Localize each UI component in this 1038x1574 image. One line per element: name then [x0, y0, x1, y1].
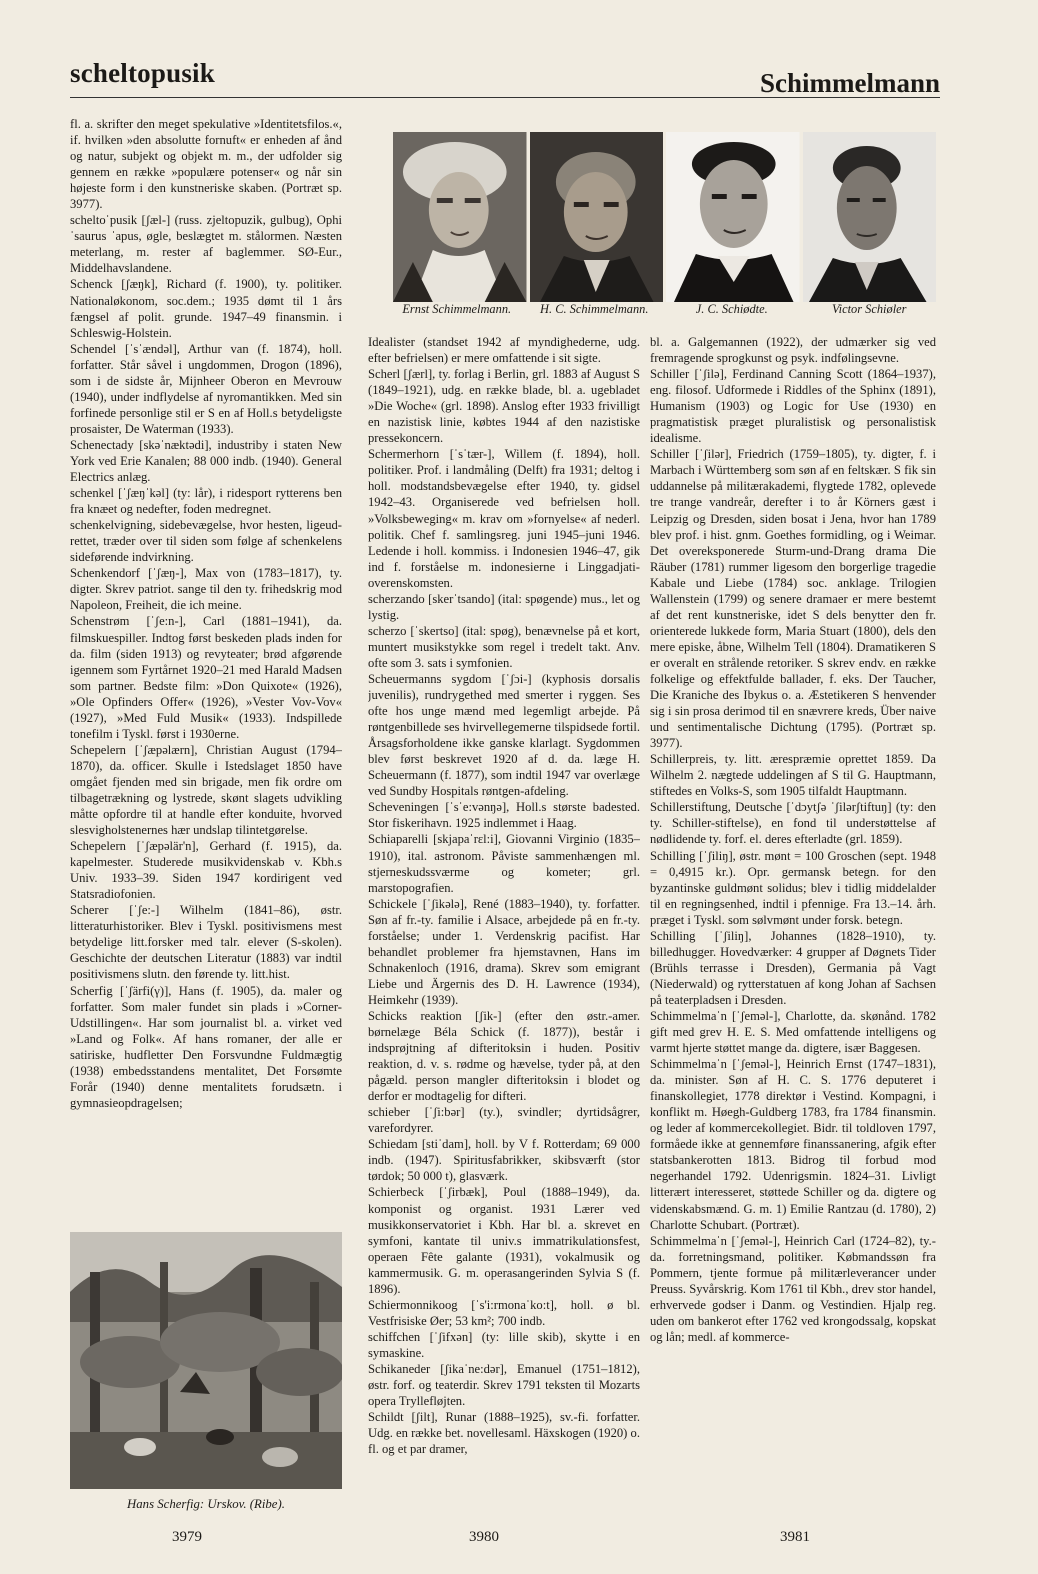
entry: Schikaneder [ʃikaˈne:dər], Emanuel (1751–1812), østr. forf. og teaterdir. Skrev 1791 teksten til Mozarts opera Tryllefløjten. — [368, 1362, 640, 1409]
scherfig-urskov-painting — [70, 1232, 342, 1489]
entry: Schiller [ˈʃilər], Friedrich (1759–1805), ty. digter, f. i Marbach i Württemberg som søn af en feltskær. S fik sin uddannelse på militærakademi, flygtede 1782, oplevede tre trange vandreår, derefter i to år Körners gæst i Leipzig og Dresden, siden bosat i Jena, hvor han 1789 blev prof. i hist. gnm. Goethes formidling, og i Weimar. Det overeksponerede Sturm-und-Drang drama Die Räuber (1781) rummer ligesom den borgerlige tragedie Kabale und Liebe (1784) soc. anklage. Trilogien Wallenstein (1799) og senere dramaer er mere bestemt af det rent kunstneriske, idet S dels benytter den fr. orienterede lukkede form, Maria Stuart (1800), dels den mere episke, åbne, Wilhelm Tell (1804). Dramatikeren S er overalt en strålende retoriker. S skrev endv. en række folkelige og effektfulde ballader, f. eks. Der Taucher, Die Kraniche des Ibykus o. a. Æstetikeren S henvender sig i sin prosa derimod til en snævrere kreds, Über naive und sentimentalische Dichtung (1795). (Portræt sp. 3977). — [650, 447, 936, 751]
entry: Schicks reaktion [ʃik-] (efter den østr.-amer. børnelæge Béla Schick (f. 1877)), består i indsprøjtning af difteritoksin i huden. Positiv reaktion, d. v. s. rødme og hævelse, tyder på, at den pågæld. person mangler difteritoksin i blodet og derfor er modtagelig for difteri. — [368, 1008, 640, 1104]
entry: Schenstrøm [ˈʃe:n-], Carl (1881–1941), da. filmskuespiller. Indtog først beskeden plads inden for da. film (siden 1913) og revyteater; brød afgørende igennem som Fyrtårnet 1920–21 med Harald Madsen som partner. Bedste film: »Don Quixote« (1926), »Ole Opfinders Offer« (1926), »Vester Vov-Vov« (1927), »Med Fuld Musik« (1933). Indspillede tonefilm i Tyskl. først i 1930erne. — [70, 614, 342, 741]
column-1 — [70, 116, 342, 1228]
caption-ernst-schimmelmann: Ernst Schimmelmann. — [402, 302, 512, 316]
caption-jc-schiodte: J. C. Schiødte. — [695, 302, 768, 316]
painting-caption: Hans Scherfig: Urskov. (Ribe). — [127, 1497, 285, 1511]
page-number-right: 3981 — [780, 1529, 810, 1545]
header-left-guideword: scheltopusik — [70, 58, 215, 88]
portrait-ernst-schimmelmann — [393, 132, 527, 302]
portrait-victor-schioler — [803, 132, 937, 302]
entry: Schickele [ˈʃikələ], René (1883–1940), ty. forfatter. Søn af fr.-ty. familie i Alsace, arbejdede på en fr.-ty. forståelse; under 1. Verdenskrig pacifist. Har behandlet problemer fra hjemstavnen, Hans im Schnakenloch (1916, drama). Skrev som emigrant Liebe und Ärgernis des D. H. Lawrence (1934), Heimkehr (1939). — [368, 896, 640, 1007]
entry: Schepelern [ˈʃæpəlär'n], Gerhard (f. 1915), da. kapelmester. Studerede musikvidenskab v. Kbh.s Univ. 1933–39. Siden 1947 kordirigent ved Statsradiofonien. — [70, 839, 342, 902]
entry: Idealister (standset 1942 af myndighederne, udg. efter befrielsen) er mere omfattende i sit sigte. — [368, 335, 640, 366]
entry: schieber [ˈʃi:bər] (ty.), svindler; dyrtidsågrer, varefordyrer. — [368, 1105, 640, 1136]
entry: Schepelern [ˈʃæpəlærn], Christian August (1794–1870), da. officer. Skulle i Istedslaget 1850 have omgået fjenden med sin brigade, men fik ordre om tilbagetrækning og lystrede, skønt slagets udvikling måtte opfordre til at handle efter konduite, hvorved slesvigholstenernes hær undslap tilintetgørelse. — [70, 742, 342, 838]
caption-hc-schimmelmann: H. C. Schimmelmann. — [540, 302, 649, 316]
entry: Schierbeck [ˈʃirbæk], Poul (1888–1949), da. komponist og organist. 1931 Lærer ved musikkonservatoriet i Kbh. Har bl. a. skrevet en symfoni, kantate til univ.s immatrikulationsfest, operaen Fête galante (1931), vokalmusik og kammermusik. G. m. operasangerinden Sylvia S (f. 1896). — [368, 1185, 640, 1296]
entry: schenkelvigning, sidebevægelse, hvor hesten, ligeud-rettet, træder over til siden som følge af schenkelens sideførende indvirkning. — [70, 518, 342, 565]
entry: Schilling [ˈʃiliŋ], østr. mønt = 100 Groschen (sept. 1948 = 0,4915 kr.). Opr. germansk betegn. for den byzantinske guldmønt solidus; blev i tidlig middelalder til en regningsenhed, indtil i pfennige. Fra 13.–14. årh. præget i Tyskl. som sølvmønt under forsk. betegn. — [650, 848, 936, 927]
portrait-captions — [388, 302, 938, 320]
entry: Schiller [ˈʃilə], Ferdinand Canning Scott (1864–1937), eng. filosof. Udformede i Riddles of the Sphinx (1891), Humanism (1903) og Logic for Use (1930) en pragmatistisk præget pluralistisk og personalistisk idealisme. — [650, 367, 936, 446]
portrait-hc-schimmelmann — [530, 132, 664, 302]
entry: Schiaparelli [skjapaˈrɛl:i], Giovanni Virginio (1835–1910), ital. astronom. Påviste sammenhængen ml. stjerneskudssværme og kometer; grl. marstopografien. — [368, 832, 640, 895]
entry: Schiedam [stiˈdam], holl. by V f. Rotterdam; 69 000 indb. (1947). Spiritusfabrikker, skibsværft (stor tørdok; 50 000 t), glasværk. — [368, 1137, 640, 1184]
entry: Scherl [ʃærl], ty. forlag i Berlin, grl. 1883 af August S (1849–1921), udg. en række blade, bl. a. ugebladet »Die Woche« (grl. 1898). Anslog efter 1933 frivilligt en nazistisk linie, købtes 1944 af den nazistiske pressekoncern. — [368, 367, 640, 446]
entry: Schenectady [skəˈnæktədi], industriby i staten New York ved Erie Kanalen; 88 000 indb. (1940). General Electrics anlæg. — [70, 437, 342, 485]
entry: bl. a. Galgemannen (1922), der udmærker sig ved fremragende sprogkunst og psyk. indfølingsevne. — [650, 335, 936, 366]
entry: scherzo [ˈskertso] (ital: spøg), benævnelse på et kort, muntert musikstykke som regel i tredelt takt. Anv. ofte som 3. sats i symfonien. — [368, 623, 640, 670]
entry: Schildt [ʃilt], Runar (1888–1925), sv.-fi. forfatter. Udg. en række bet. novellesaml. Häxskogen (1920) o. fl. og et par dramer, — [368, 1410, 640, 1457]
entry: schiffchen [ˈʃifxən] (ty: lille skib), skytte i en symaskine. — [368, 1329, 640, 1360]
entry: Schimmelmaˈn [ˈʃeməl-], Charlotte, da. skønånd. 1782 gift med grev H. E. S. Med omfattende intelligens og varmt hjerte støttet mange da. digtere, især Baggesen. — [650, 1008, 936, 1056]
header-rule — [70, 97, 940, 98]
page-number-middle: 3980 — [469, 1529, 499, 1545]
entry: Schillerpreis, ty. litt. ærespræmie oprettet 1859. Da Wilhelm 2. nægtede uddelingen af S til G. Hauptmann, stiftedes en Volks-S, som 1905 tilfaldt Hauptmann. — [650, 752, 936, 799]
portrait-strip — [393, 132, 936, 302]
page-number-left: 3979 — [172, 1529, 202, 1545]
entry: Schiermonnikoog [ˈs'i:rmonaˈko:t], holl. ø bl. Vestfrisiske Øer; 53 km²; 700 indb. — [368, 1297, 640, 1328]
entry: Scheuermanns sygdom [ˈʃɔi-] (kyphosis dorsalis juvenilis), rundrygethed med smerter i ryggen. Ses ofte hos unge mænd med legemligt arbejde. På røntgenbillede ses hvirvellegemerne tilspidsede fortil. Årsagsforholdene ikke ganske klarlagt. Sygdommen blev først beskrevet 1920 af d. da. læge H. Scheuermann (f. 1877), som indtil 1947 var overlæge ved Sundby Hospitals røntgen-afdeling. — [368, 671, 640, 799]
entry: scherzando [skerˈtsando] (ital: spøgende) mus., let og lystig. — [368, 591, 640, 622]
column-3 — [650, 334, 936, 1524]
entry: Schendel [ˈsˈændəl], Arthur van (f. 1874), holl. forfatter. Står såvel i ungdommen, Drogon (1896), som i de sidste år, Mijnheer Oberon en Mevrouw (1940), under indflydelse af nyromantikken. Med sin forfinede personlige stil er S en af Holl.s betydeligste prosaister, De Waterman (1933). — [70, 341, 342, 436]
portrait-jc-schiodte — [666, 132, 800, 302]
entry: Schenkendorf [ˈʃæŋ-], Max von (1783–1817), ty. digter. Skrev patriot. sange til den ty. frihedskrig mod Napoleon, Freiheit, die ich meine. — [70, 566, 342, 613]
entry: Scheveningen [ˈsˈe:vənŋə], Holl.s største badested. Stor fiskerihavn. 1925 indlemmet i Haag. — [368, 800, 640, 831]
entry: schenkel [ˈʃæŋˈkəl] (ty: lår), i ridesport rytterens ben fra knæet og nedefter, foden medregnet. — [70, 486, 342, 517]
entry: Schimmelmaˈn [ˈʃeməl-], Heinrich Ernst (1747–1831), da. minister. Søn af H. C. S. 1776 deputeret i finanskollegiet, 1778 direktør i Vestind. Kompagni, i konflikt m. Høegh-Guldberg 1783, fra 1784 finansmin. og leder af kommercekollegiet. Bidr. til toldloven 1797, formåede ikke at gennemføre finanssanering, afgik efter statsbankerotten 1813. Bidrog til forbud mod negerhandel 1792. Udenrigsmin. 1824–31. Livligt litterært interesseret, støttede Schiller og da. digtere og videnskabsmænd. G. m. 1) Emilie Rantzau (d. 1780), 2) Charlotte Schubart. (Portræt). — [650, 1057, 936, 1232]
header-right-guideword: Schimmelmann — [759, 68, 940, 98]
entry: Scherer [ˈʃe:-] Wilhelm (1841–86), østr. litteraturhistoriker. Blev i Tyskl. positivismens mest betydelige litt.forsker med talr. elever (S-skolen). Geschichte der deutschen Literatur (1883) var indtil positivismens slutn. den førende ty. litt.hist. — [70, 903, 342, 982]
entry: Schillerstiftung, Deutsche [ˈdɔytʃə ˈʃilərʃtiftuŋ] (ty: den ty. Schiller-stiftelse), en fond til understøttelse af nødlidende ty. forf. el. deres efterladte (grl. 1859). — [650, 800, 936, 847]
entry: Schermerhorn [ˈsˈtær-], Willem (f. 1894), holl. politiker. Prof. i landmåling (Delft) fra 1931; deltog i holl. modstandsbevægelse efter 1940, ty. gidsel 1942–43. Organiserede ved befrielsen holl. »Volksbeweging« m. krav om »fornyelse« af nederl. politik. Chef f. samlingsreg. juni 1945–juni 1946. Ledende i holl. kommiss. i Indonesien 1946–47, gik ind f. forståelse m. indonesierne i Linggadjati-overenskomsten. — [368, 447, 640, 590]
entry: Schimmelmaˈn [ˈʃeməl-], Heinrich Carl (1724–82), ty.-da. forretningsmand, politiker. Købmandssøn fra Pommern, tjente formue på militærleverancer under Preuss. Syvårskrig. Kom 1761 til Kbh., drev stor handel, erhvervede godser i Danm. og Vestindien. Hjalp reg. uden om bankerot efter 1762 ved krongodssalg, kopskat og lån; medl. af kommerce- — [650, 1233, 936, 1344]
entry: fl. a. skrifter den meget spekulative »Identitetsfilos.«, if. hvilken »den absolutte fornuft« er enheden af ånd og natur, subjekt og objekt m. m., der udfolder sig gennem en række »populære potenser« og når sin højeste form i den kunstneriske skaben. (Portræt sp. 3977). — [70, 117, 342, 212]
caption-victor-schioler: Victor Schiøler — [832, 302, 907, 316]
entry: Schenck [ʃæŋk], Richard (f. 1900), ty. politiker. Nationaløkonom, soc.dem.; 1935 dømt til 1 års fængsel af polit. grunde. 1947–49 finansmin. i Schleswig-Holstein. — [70, 277, 342, 340]
column-2 — [368, 334, 640, 1524]
entry: scheltoˈpusik [ʃæl-] (russ. zjeltopuzik, gulbug), Ophiˈsaurus ˈapus, øgle, beslægtet m. stålormen. Næsten meterlang, m. rester af baglemmer. SØ-Eur., Middelhavslandene. — [70, 213, 342, 276]
entry: Schilling [ˈʃiliŋ], Johannes (1828–1910), ty. billedhugger. Hovedværker: 4 grupper af Døgnets Tider (Brühls terrasse i Dresden), Germania på Vagt (Niederwald) og rytterstatuen af kong Johan af Sachsen på teaterpladsen i Dresden. — [650, 928, 936, 1007]
entry: Scherfig [ˈʃärfi(γ)], Hans (f. 1905), da. maler og forfatter. Som maler fundet sin plads i »Corner-Udstillingen«. Har som journalist bl. a. virket ved »Land og Folk«. Af hans romaner, der alle er satiriske, hudfletter Den Forsvundne Fuldmægtig (1938) embedsstandens mentalitet, Det Forsømte Forår (1940) denne mentalitets forudsætn. i gymnasieopdragelsen; — [70, 983, 342, 1110]
